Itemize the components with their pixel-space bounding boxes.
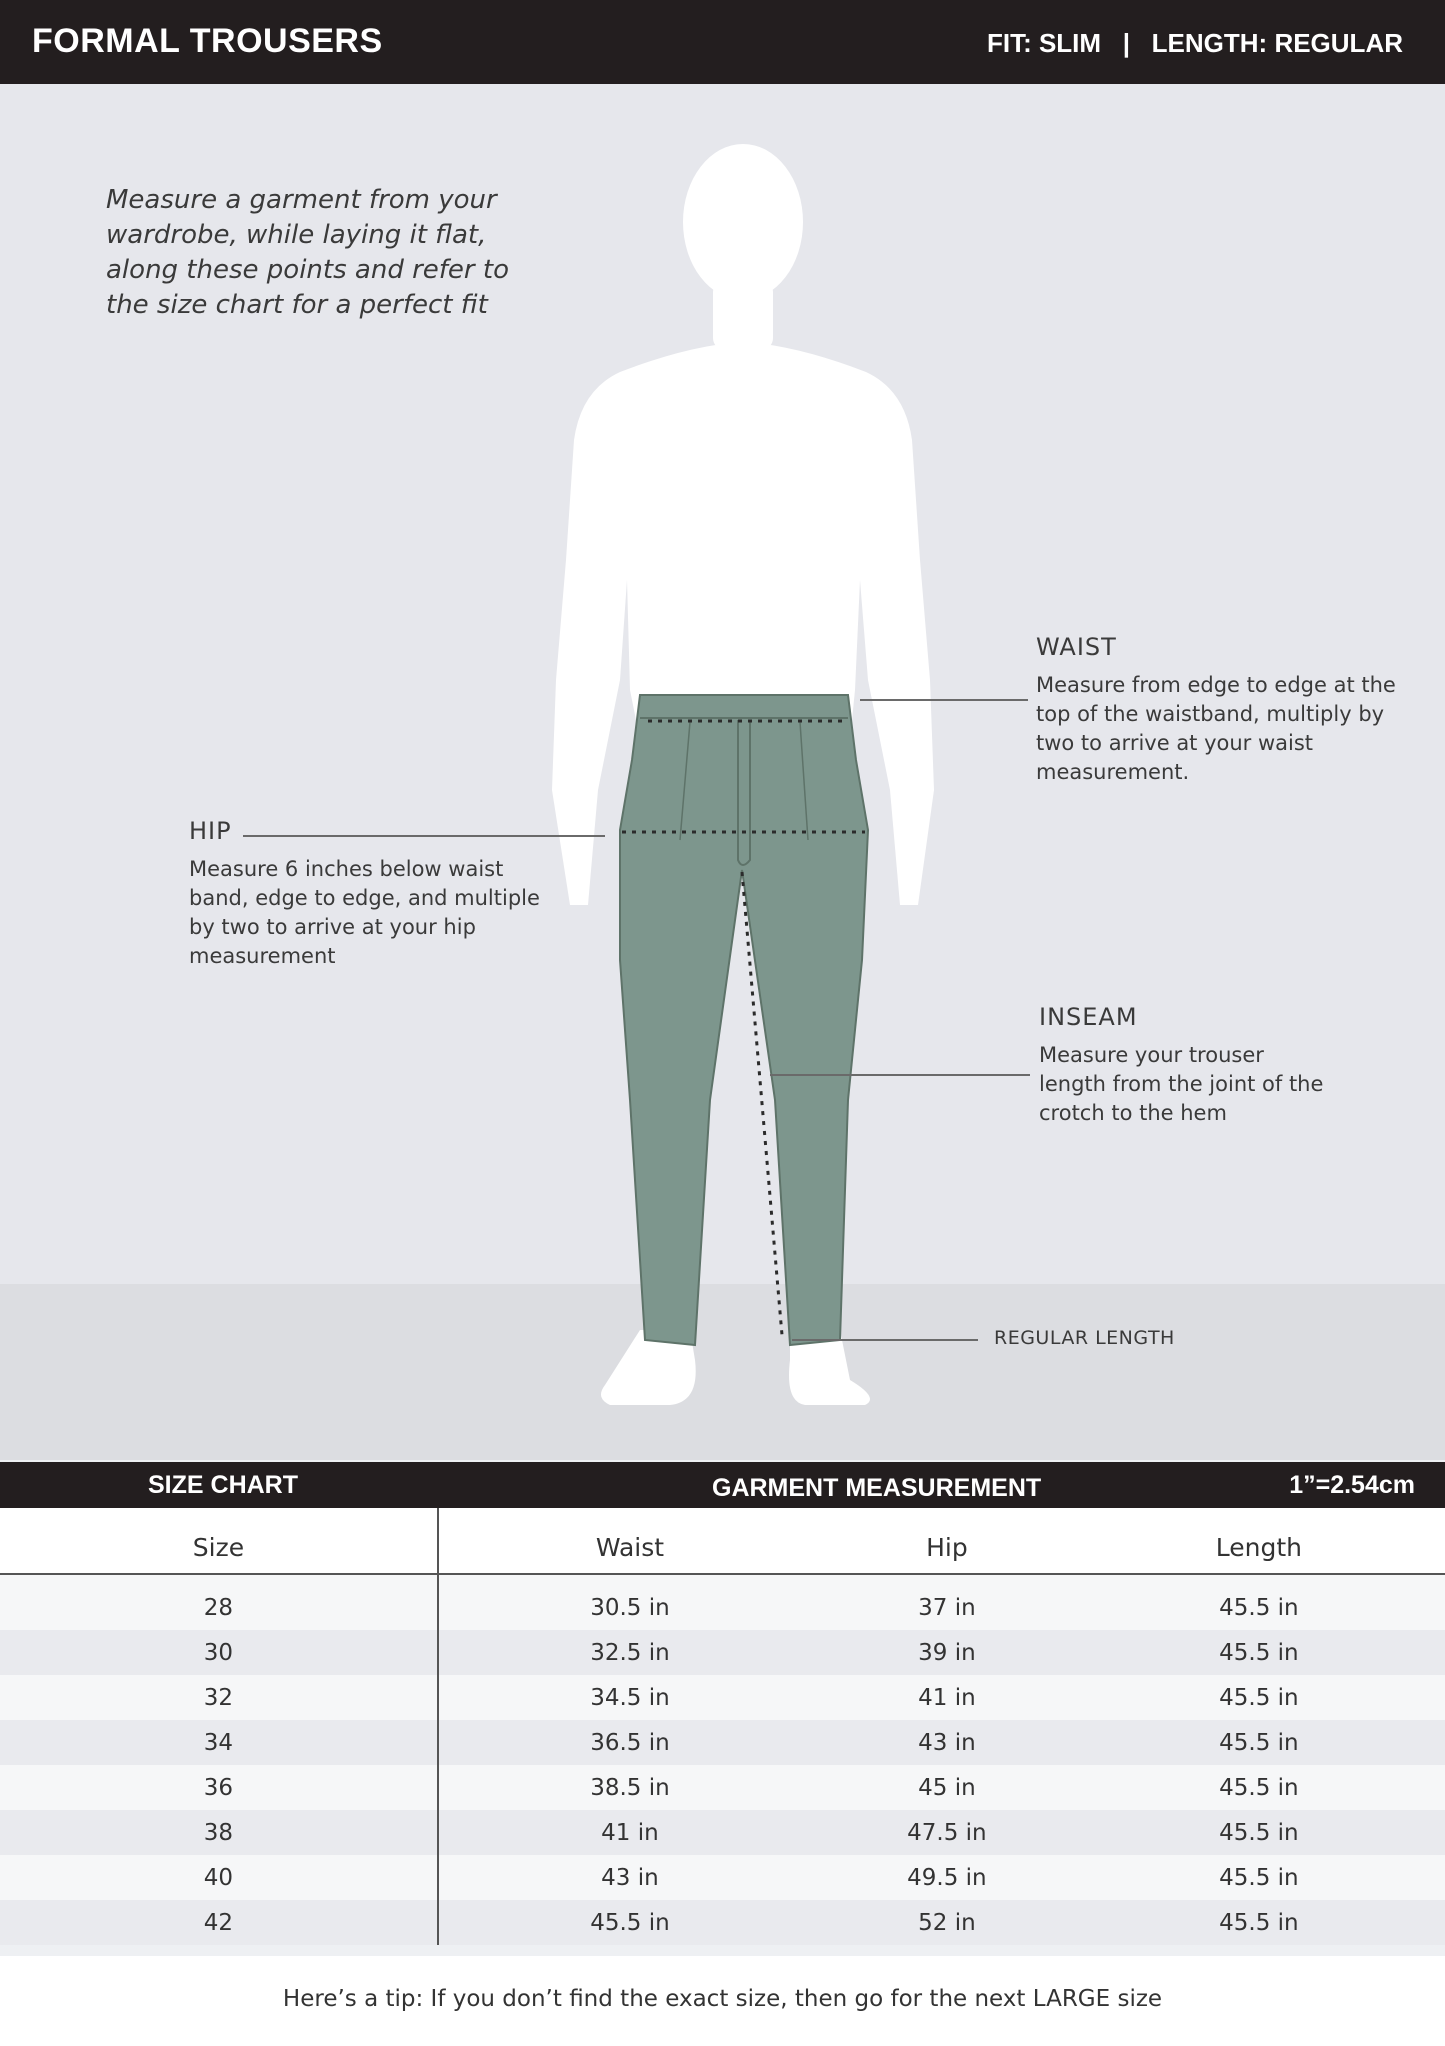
waist-cell: 32.5 in xyxy=(438,1630,821,1675)
size-cell: 40 xyxy=(0,1855,438,1900)
waist-cell: 34.5 in xyxy=(438,1675,821,1720)
length-cell: 45.5 in xyxy=(1073,1810,1445,1855)
fit-length-info: FIT: SLIM | LENGTH: REGULAR xyxy=(986,28,1403,58)
waist-cell: 30.5 in xyxy=(438,1574,821,1630)
hip-cell: 43 in xyxy=(821,1720,1073,1765)
inseam-callout xyxy=(1039,1003,1329,1128)
size-chart-bar xyxy=(0,1462,1445,1508)
length-cell: 45.5 in xyxy=(1073,1630,1445,1675)
waist-description: Measure from edge to edge at the top of the waistband, multiply by two to arrive at your waist measurement. xyxy=(1036,673,1396,784)
table-row xyxy=(0,1630,1445,1675)
size-cell: 34 xyxy=(0,1720,438,1765)
size-cell: 38 xyxy=(0,1810,438,1855)
page-title: FORMAL TROUSERS xyxy=(32,22,383,60)
hip-cell: 52 in xyxy=(821,1900,1073,1945)
column-header-size: Size xyxy=(0,1508,438,1574)
hip-cell: 45 in xyxy=(821,1765,1073,1810)
inseam-description: Measure your trouser length from the joint of the crotch to the hem xyxy=(1039,1043,1324,1125)
inseam-label: INSEAM xyxy=(1039,1003,1138,1031)
size-cell: 28 xyxy=(0,1574,438,1630)
table-header-row xyxy=(0,1508,1445,1574)
hip-cell: 47.5 in xyxy=(821,1810,1073,1855)
waist-label: WAIST xyxy=(1036,633,1117,661)
column-header-waist: Waist xyxy=(438,1508,821,1574)
length-cell: 45.5 in xyxy=(1073,1720,1445,1765)
table-row xyxy=(0,1855,1445,1900)
table-row xyxy=(0,1900,1445,1945)
length-cell: 45.5 in xyxy=(1073,1765,1445,1810)
hip-label: HIP xyxy=(189,817,232,845)
length-cell: 45.5 in xyxy=(1073,1900,1445,1945)
hip-cell: 39 in xyxy=(821,1630,1073,1675)
intro-instructions: Measure a garment from your wardrobe, while laying it flat, along these points and refer to the size chart for a perfect fit xyxy=(106,185,509,320)
table-row xyxy=(0,1675,1445,1720)
waist-cell: 41 in xyxy=(438,1810,821,1855)
length-cell: 45.5 in xyxy=(1073,1675,1445,1720)
table-row xyxy=(0,1765,1445,1810)
waist-cell: 45.5 in xyxy=(438,1900,821,1945)
hip-cell: 37 in xyxy=(821,1574,1073,1630)
size-cell: 30 xyxy=(0,1630,438,1675)
regular-length-label: REGULAR LENGTH xyxy=(994,1327,1175,1349)
size-cell: 32 xyxy=(0,1675,438,1720)
hip-cell: 49.5 in xyxy=(821,1855,1073,1900)
garment-measurement-title: GARMENT MEASUREMENT xyxy=(712,1474,1042,1502)
waist-cell: 43 in xyxy=(438,1855,821,1900)
size-cell: 42 xyxy=(0,1900,438,1945)
hip-cell: 41 in xyxy=(821,1675,1073,1720)
table-row xyxy=(0,1810,1445,1855)
waist-cell: 38.5 in xyxy=(438,1765,821,1810)
size-tip: Here’s a tip: If you don’t find the exact size, then go for the next LARGE size xyxy=(282,1986,1163,2012)
length-cell: 45.5 in xyxy=(1073,1855,1445,1900)
column-header-hip: Hip xyxy=(821,1508,1073,1574)
table-row xyxy=(0,1574,1445,1630)
column-header-length: Length xyxy=(1073,1508,1445,1574)
hip-callout xyxy=(189,817,569,971)
unit-conversion: 1”=2.54cm xyxy=(1289,1471,1415,1499)
trousers-shape xyxy=(620,695,868,1345)
hip-description: Measure 6 inches below waist band, edge to edge, and multiple by two to arrive at your hip measurement xyxy=(189,857,540,968)
size-table xyxy=(0,1508,1445,1945)
size-cell: 36 xyxy=(0,1765,438,1810)
waist-cell: 36.5 in xyxy=(438,1720,821,1765)
table-row xyxy=(0,1720,1445,1765)
header-bar xyxy=(0,0,1445,84)
waist-callout xyxy=(1036,633,1396,787)
size-chart-title: SIZE CHART xyxy=(148,1471,298,1499)
length-cell: 45.5 in xyxy=(1073,1574,1445,1630)
